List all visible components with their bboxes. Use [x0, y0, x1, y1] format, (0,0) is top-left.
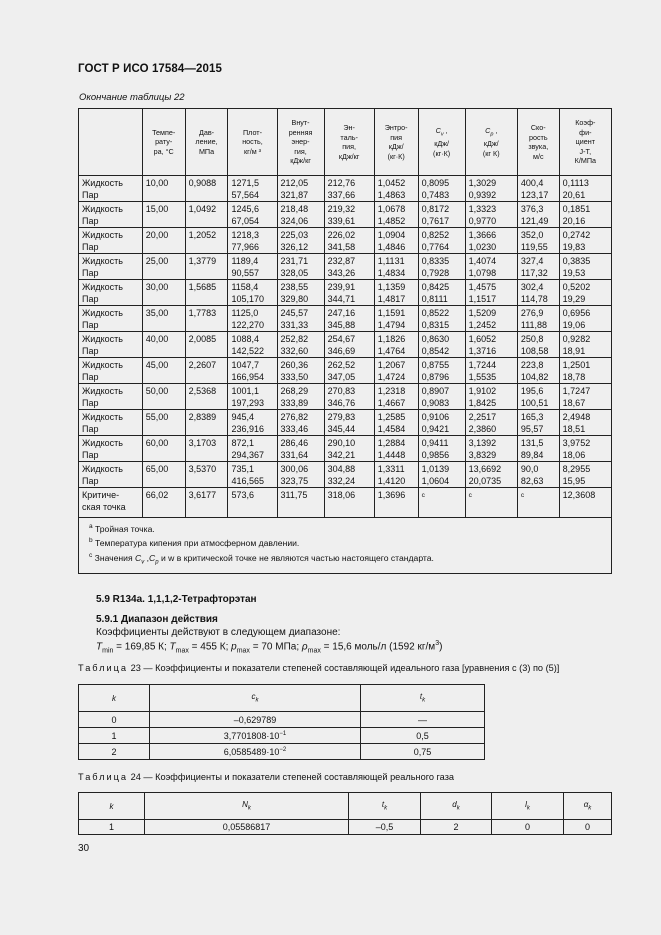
- table-row: [79, 280, 612, 306]
- table-cell: 0: [492, 820, 564, 835]
- table-cell: 239,91 344,71: [324, 280, 374, 306]
- header-cell: Дав- ление, МПа: [185, 109, 228, 176]
- table-cell: 1,2501 18,78: [559, 358, 611, 384]
- table-23-body: [79, 712, 485, 760]
- table-cell: 1088,4 142,522: [228, 332, 277, 358]
- table-cell: 1271,5 57,564: [228, 176, 277, 202]
- table-cell: 218,48 324,06: [277, 202, 324, 228]
- table-cell: 1,2067 1,4724: [374, 358, 418, 384]
- table-cell: 65,00: [142, 462, 185, 488]
- table-row: [79, 228, 612, 254]
- table-cell: c: [465, 488, 517, 518]
- table-row: [79, 820, 612, 835]
- table-cell: 3,6177: [185, 488, 228, 518]
- table-cell: 66,02: [142, 488, 185, 518]
- note-b: $^b$ Температура кипения при атмосферном давлении.: [89, 537, 300, 549]
- table-cell: 1,1359 1,4817: [374, 280, 418, 306]
- table-cell: 352,0 119,55: [517, 228, 559, 254]
- table-cell: 25,00: [142, 254, 185, 280]
- range-paragraph: Коэффициенты действуют в следующем диапазоне:: [96, 627, 341, 638]
- table-cell: 945,4 236,916: [228, 410, 277, 436]
- header-cell: $C_p$ , кДж/ (кг К): [465, 109, 517, 176]
- table-cell: 1047,7 166,954: [228, 358, 277, 384]
- page-title: ГОСТ Р ИСО 17584—2015: [78, 63, 223, 75]
- table-cell: 286,46 331,64: [277, 436, 324, 462]
- table-row: [79, 436, 612, 462]
- table-cell: Критиче- ская точка: [79, 488, 143, 518]
- header-cell: $c_k$: [150, 685, 361, 712]
- table-cell: 1,3311 1,4120: [374, 462, 418, 488]
- table-cell: 1189,4 90,557: [228, 254, 277, 280]
- table-row: [79, 332, 612, 358]
- table-cell: 1,0139 1,0604: [418, 462, 465, 488]
- table-cell: 226,02 341,58: [324, 228, 374, 254]
- table-cell: Жидкость Пар: [79, 306, 143, 332]
- table-24-body: [79, 820, 612, 835]
- table-24-caption: Таблица 24 — Коэффициенты и показатели степеней составляющей реального газа: [78, 772, 455, 782]
- table-cell: 2,0085: [185, 332, 228, 358]
- header-cell: $d_k$: [421, 793, 492, 820]
- header-cell: Энтро- пия кДж/ (кг·К): [374, 109, 418, 176]
- table-cell: 1,1826 1,4764: [374, 332, 418, 358]
- table-cell: 10,00: [142, 176, 185, 202]
- table-cell: 0,2742 19,83: [559, 228, 611, 254]
- table-row: [79, 306, 612, 332]
- table-cell: 247,16 345,88: [324, 306, 374, 332]
- table-cell: 131,5 89,84: [517, 436, 559, 462]
- table-cell: 1,1131 1,4834: [374, 254, 418, 280]
- table-cell: 318,06: [324, 488, 374, 518]
- table-cell: Жидкость Пар: [79, 410, 143, 436]
- header-cell: $N_k$: [145, 793, 349, 820]
- table-cell: 0,8755 0,8796: [418, 358, 465, 384]
- subsection-title: 5.9.1 Диапазон действия: [96, 614, 218, 625]
- table-notes-row: [79, 518, 612, 574]
- table-row: [79, 176, 612, 202]
- table-cell: 30,00: [142, 280, 185, 306]
- table-cell: 0,5202 19,29: [559, 280, 611, 306]
- table-cell: 0,1113 20,61: [559, 176, 611, 202]
- table-header-row: [79, 685, 485, 712]
- table-cell: 276,9 111,88: [517, 306, 559, 332]
- table-cell: 1,3666 1,0230: [465, 228, 517, 254]
- table-cell: 1,3029 0,9392: [465, 176, 517, 202]
- table-cell: 223,8 104,82: [517, 358, 559, 384]
- table-cell: 0,9411 0,9856: [418, 436, 465, 462]
- page-number: 30: [78, 843, 90, 854]
- table-cell: Жидкость Пар: [79, 358, 143, 384]
- table-cell: 872,1 294,367: [228, 436, 277, 462]
- table-cell: 300,06 323,75: [277, 462, 324, 488]
- header-cell: $l_k$: [492, 793, 564, 820]
- table-row: [79, 254, 612, 280]
- table-cell: 8,2955 15,95: [559, 462, 611, 488]
- header-cell: $t_k$: [361, 685, 485, 712]
- header-cell: Плот- ность, кг/м ³: [228, 109, 277, 176]
- header-cell: k: [79, 685, 150, 712]
- table-cell: 0,8335 0,7928: [418, 254, 465, 280]
- table-cell: 1001,1 197,293: [228, 384, 277, 410]
- table-cell: 1218,3 77,966: [228, 228, 277, 254]
- table-cell: 55,00: [142, 410, 185, 436]
- table-cell: 262,52 347,05: [324, 358, 374, 384]
- table-cell: Жидкость Пар: [79, 332, 143, 358]
- table-cell: 1,7244 1,5535: [465, 358, 517, 384]
- table-cell: 0,9106 0,9421: [418, 410, 465, 436]
- table-24: [78, 792, 612, 835]
- header-cell: Коэф- фи- циент J-T, К/МПа: [559, 109, 611, 176]
- table-cell: 327,4 117,32: [517, 254, 559, 280]
- table-23-caption: Таблица 23 — Коэффициенты и показатели степеней составляющей идеального газа [уравнения с (3) по (5)]: [78, 663, 560, 673]
- table-cell: Жидкость Пар: [79, 462, 143, 488]
- header-cell: Темпе- рату- ра, °С: [142, 109, 185, 176]
- table-cell: $6,0585489\cdot 10^{-2}$: [150, 744, 361, 760]
- table-cell: 2: [79, 744, 150, 760]
- table-cell: 1,4575 1,1517: [465, 280, 517, 306]
- table-cell: 260,36 333,50: [277, 358, 324, 384]
- table-cell: 0,1851 20,16: [559, 202, 611, 228]
- table-cell: 1,3779: [185, 254, 228, 280]
- table-cell: 238,55 329,80: [277, 280, 324, 306]
- note-a: $^a$ Тройная точка.: [89, 523, 155, 534]
- table-cell: 1: [79, 728, 150, 744]
- table-cell: —: [361, 712, 485, 728]
- table-cell: 0,8907 0,9083: [418, 384, 465, 410]
- table-cell: 1,7247 18,67: [559, 384, 611, 410]
- table-cell: 195,6 100,51: [517, 384, 559, 410]
- table-cell: 3,9752 18,06: [559, 436, 611, 462]
- table-row: [79, 410, 612, 436]
- table-cell: 20,00: [142, 228, 185, 254]
- table-cell: 50,00: [142, 384, 185, 410]
- header-cell: Ско- рость звука, м/с: [517, 109, 559, 176]
- table-cell: 1,0904 1,4846: [374, 228, 418, 254]
- table-cell: 212,76 337,66: [324, 176, 374, 202]
- table-cell: 40,00: [142, 332, 185, 358]
- table-cell: 1,5209 1,2452: [465, 306, 517, 332]
- table-cell: 0: [79, 712, 150, 728]
- table-cell: 1: [79, 820, 145, 835]
- note-c: $^c$ Значения $C_v$ $,C_p$ и w в критической точке не являются частью настоящего стандарта.: [89, 551, 434, 566]
- table-row: [79, 358, 612, 384]
- table-cell: Жидкость Пар: [79, 384, 143, 410]
- table-cell: 212,05 321,87: [277, 176, 324, 202]
- table-cell: Жидкость Пар: [79, 228, 143, 254]
- header-cell: $t_k$: [349, 793, 421, 820]
- table-cell: 735,1 416,565: [228, 462, 277, 488]
- table-cell: 2,5368: [185, 384, 228, 410]
- table-cell: 1,2585 1,4584: [374, 410, 418, 436]
- table-cell: Жидкость Пар: [79, 436, 143, 462]
- header-cell: [79, 109, 143, 176]
- table-row-critical-point: [79, 488, 612, 518]
- table-cell: 0,8522 0,8315: [418, 306, 465, 332]
- table-cell: 0,8172 0,7617: [418, 202, 465, 228]
- table-cell: 1,2884 1,4448: [374, 436, 418, 462]
- table-cell: 573,6: [228, 488, 277, 518]
- table-cell: c: [418, 488, 465, 518]
- table-cell: 276,82 333,46: [277, 410, 324, 436]
- range-values: $T_{min} = 169,85$ К; $T_{max} = 455$ К; $p_{max} = 70$ МПа; $\rho_{max} = 15,6$ моль/л (1592 $кг/м^3$): [96, 640, 443, 655]
- table-cell: 1125,0 122,270: [228, 306, 277, 332]
- table-cell: Жидкость Пар: [79, 176, 143, 202]
- table-cell: 279,83 345,44: [324, 410, 374, 436]
- table-23: [78, 684, 485, 760]
- header-cell: k: [79, 793, 145, 820]
- table-cell: 250,8 108,58: [517, 332, 559, 358]
- table-row: [79, 384, 612, 410]
- table-22-body: [79, 176, 612, 518]
- table-cell: 1,3696: [374, 488, 418, 518]
- table-cell: 1,4074 1,0798: [465, 254, 517, 280]
- table-22-caption: Окончание таблицы 22: [79, 92, 185, 103]
- table-cell: 400,4 123,17: [517, 176, 559, 202]
- table-cell: 0,9282 18,91: [559, 332, 611, 358]
- table-cell: 45,00: [142, 358, 185, 384]
- table-cell: 219,32 339,61: [324, 202, 374, 228]
- table-cell: 225,03 326,12: [277, 228, 324, 254]
- header-cell: $\alpha_k$: [564, 793, 612, 820]
- header-cell: Внут- ренняя энер- гия, кДж/кг: [277, 109, 324, 176]
- table-cell: –0,5: [349, 820, 421, 835]
- table-cell: Жидкость Пар: [79, 202, 143, 228]
- table-cell: 3,1703: [185, 436, 228, 462]
- section-title: 5.9 R134a. 1,1,1,2-Тетрафторэтан: [96, 594, 257, 605]
- table-cell: 1,0492: [185, 202, 228, 228]
- table-cell: 3,1392 3,8329: [465, 436, 517, 462]
- table-notes: [79, 518, 612, 574]
- table-cell: 2: [421, 820, 492, 835]
- table-cell: 302,4 114,78: [517, 280, 559, 306]
- table-cell: 252,82 332,60: [277, 332, 324, 358]
- table-cell: 35,00: [142, 306, 185, 332]
- table-cell: 0,5: [361, 728, 485, 744]
- table-cell: 270,83 346,76: [324, 384, 374, 410]
- table-row: [79, 728, 485, 744]
- table-cell: 15,00: [142, 202, 185, 228]
- table-cell: 0,8095 0,7483: [418, 176, 465, 202]
- table-cell: 165,3 95,57: [517, 410, 559, 436]
- table-cell: 232,87 343,26: [324, 254, 374, 280]
- table-cell: c: [517, 488, 559, 518]
- table-cell: 0,05586817: [145, 820, 349, 835]
- table-cell: 376,3 121,49: [517, 202, 559, 228]
- table-cell: 0,3835 19,53: [559, 254, 611, 280]
- table-cell: 1,2318 1,4667: [374, 384, 418, 410]
- table-cell: 2,2517 2,3860: [465, 410, 517, 436]
- table-cell: 0,8630 0,8542: [418, 332, 465, 358]
- table-cell: 311,75: [277, 488, 324, 518]
- table-cell: 231,71 328,05: [277, 254, 324, 280]
- table-cell: 0,8425 0,8111: [418, 280, 465, 306]
- table-cell: 3,5370: [185, 462, 228, 488]
- table-cell: 254,67 346,69: [324, 332, 374, 358]
- table-cell: Жидкость Пар: [79, 280, 143, 306]
- table-cell: 290,10 342,21: [324, 436, 374, 462]
- table-cell: 1,9102 1,8425: [465, 384, 517, 410]
- table-cell: 1,1591 1,4794: [374, 306, 418, 332]
- table-cell: 0,75: [361, 744, 485, 760]
- table-cell: 0,9088: [185, 176, 228, 202]
- table-cell: –0,629789: [150, 712, 361, 728]
- table-header-row: [79, 793, 612, 820]
- table-row: [79, 202, 612, 228]
- table-cell: 1,0452 1,4863: [374, 176, 418, 202]
- table-22: [78, 108, 612, 574]
- table-row: [79, 462, 612, 488]
- table-cell: 0,6956 19,06: [559, 306, 611, 332]
- table-cell: 2,4948 18,51: [559, 410, 611, 436]
- table-cell: 304,88 332,24: [324, 462, 374, 488]
- table-cell: 1,3323 0,9770: [465, 202, 517, 228]
- table-cell: $3,7701808\cdot 10^{-1}$: [150, 728, 361, 744]
- table-cell: 0,8252 0,7764: [418, 228, 465, 254]
- table-cell: 1,7783: [185, 306, 228, 332]
- table-cell: 1,2052: [185, 228, 228, 254]
- table-cell: 60,00: [142, 436, 185, 462]
- table-cell: 1,0678 1,4852: [374, 202, 418, 228]
- table-header-row: [79, 109, 612, 176]
- header-cell: Эн- таль- пия, кДж/кг: [324, 109, 374, 176]
- table-cell: 2,8389: [185, 410, 228, 436]
- table-cell: 90,0 82,63: [517, 462, 559, 488]
- table-row: [79, 744, 485, 760]
- table-cell: 1245,6 67,054: [228, 202, 277, 228]
- table-cell: 0: [564, 820, 612, 835]
- table-cell: 245,57 331,33: [277, 306, 324, 332]
- header-cell: $C_v$ , кДж/ (кг·К): [418, 109, 465, 176]
- table-cell: Жидкость Пар: [79, 254, 143, 280]
- table-cell: 13,6692 20,0735: [465, 462, 517, 488]
- table-cell: 268,29 333,89: [277, 384, 324, 410]
- table-row: [79, 712, 485, 728]
- table-cell: 1,6052 1,3716: [465, 332, 517, 358]
- table-cell: 2,2607: [185, 358, 228, 384]
- table-cell: 12,3608: [559, 488, 611, 518]
- table-cell: 1,5685: [185, 280, 228, 306]
- table-cell: 1158,4 105,170: [228, 280, 277, 306]
